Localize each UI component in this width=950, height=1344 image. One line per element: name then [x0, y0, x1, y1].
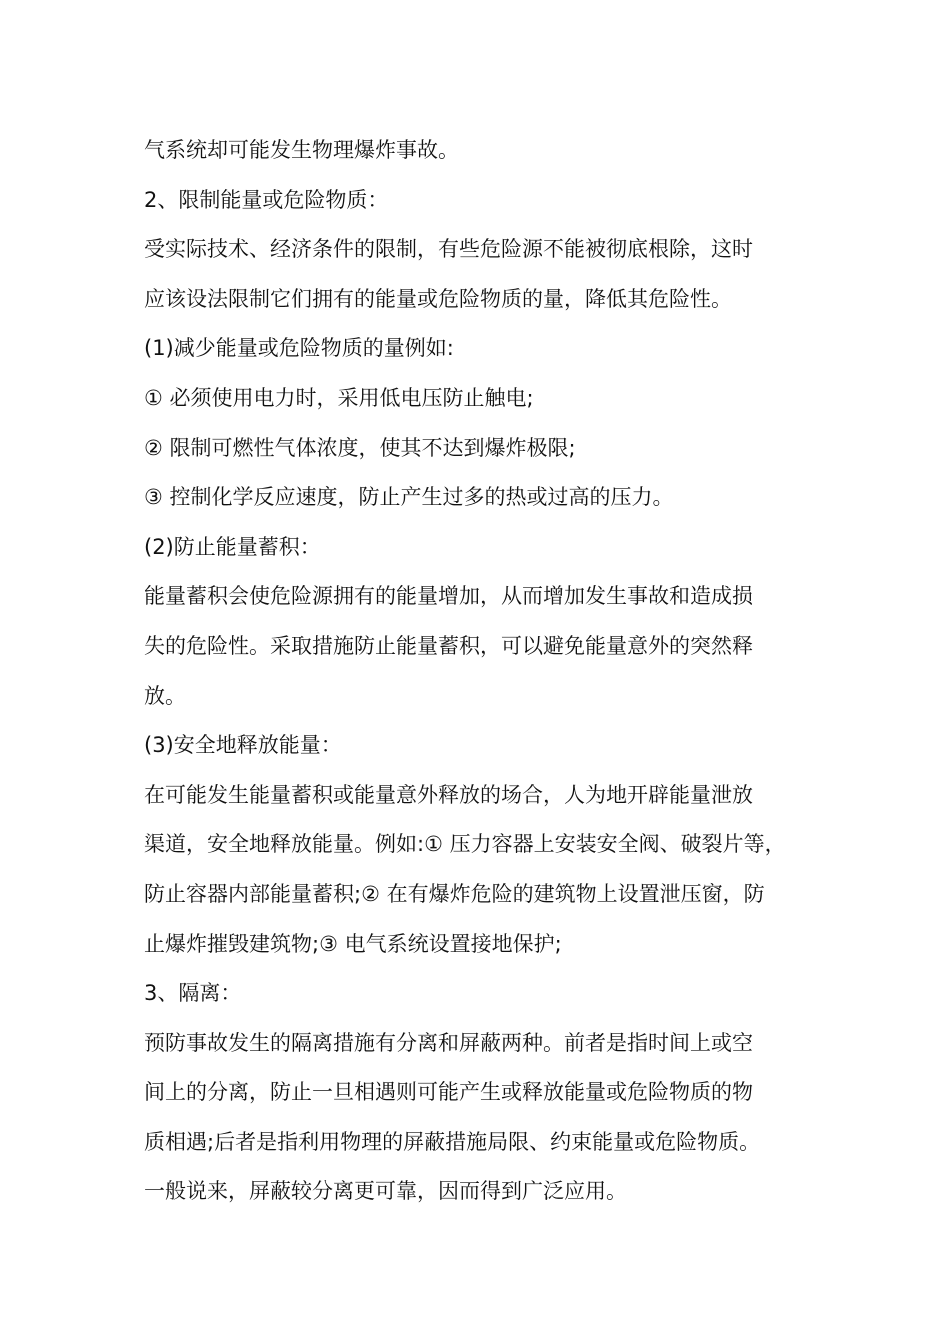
text-line: 失的危险性。采取措施防止能量蓄积，可以避免能量意外的突然释 [144, 633, 753, 658]
text-line: 间上的分离，防止一旦相遇则可能产生或释放能量或危险物质的物 [144, 1080, 753, 1105]
text-line: 受实际技术、经济条件的限制，有些危险源不能被彻底根除，这时 [144, 237, 753, 262]
subsection-heading: (2)防止能量蓄积： [144, 534, 321, 559]
document-body [144, 126, 834, 1217]
section-heading: 3、隔离： [144, 981, 242, 1006]
list-item: ② 限制可燃性气体浓度，使其不达到爆炸极限; [144, 435, 576, 460]
list-item: ③ 控制化学反应速度，防止产生过多的热或过高的压力。 [144, 485, 674, 510]
text-line: 质相遇;后者是指利用物理的屏蔽措施局限、约束能量或危险物质。 [144, 1129, 761, 1154]
text-line: 放。 [144, 683, 186, 708]
text-line: 能量蓄积会使危险源拥有的能量增加，从而增加发生事故和造成损 [144, 584, 753, 609]
text-line: 一般说来，屏蔽较分离更可靠，因而得到广泛应用。 [144, 1179, 627, 1204]
subsection-heading: (1)减少能量或危险物质的量例如: [144, 336, 454, 361]
text-line: 止爆炸摧毁建筑物;③ 电气系统设置接地保护; [144, 931, 562, 956]
text-line: 防止容器内部能量蓄积;② 在有爆炸危险的建筑物上设置泄压窗，防 [144, 881, 765, 906]
text-line: 应该设法限制它们拥有的能量或危险物质的量，降低其危险性。 [144, 286, 732, 311]
text-line: 预防事故发生的隔离措施有分离和屏蔽两种。前者是指时间上或空 [144, 1030, 753, 1055]
text-line: 气系统却可能发生物理爆炸事故。 [144, 138, 459, 162]
section-heading: 2、限制能量或危险物质： [144, 187, 389, 212]
list-item: ① 必须使用电力时，采用低电压防止触电; [144, 385, 534, 410]
text-line: 在可能发生能量蓄积或能量意外释放的场合，人为地开辟能量泄放 [144, 782, 753, 807]
text-line: 渠道，安全地释放能量。例如:① 压力容器上安装安全阀、破裂片等， [144, 832, 786, 857]
subsection-heading: (3)安全地释放能量： [144, 733, 342, 758]
